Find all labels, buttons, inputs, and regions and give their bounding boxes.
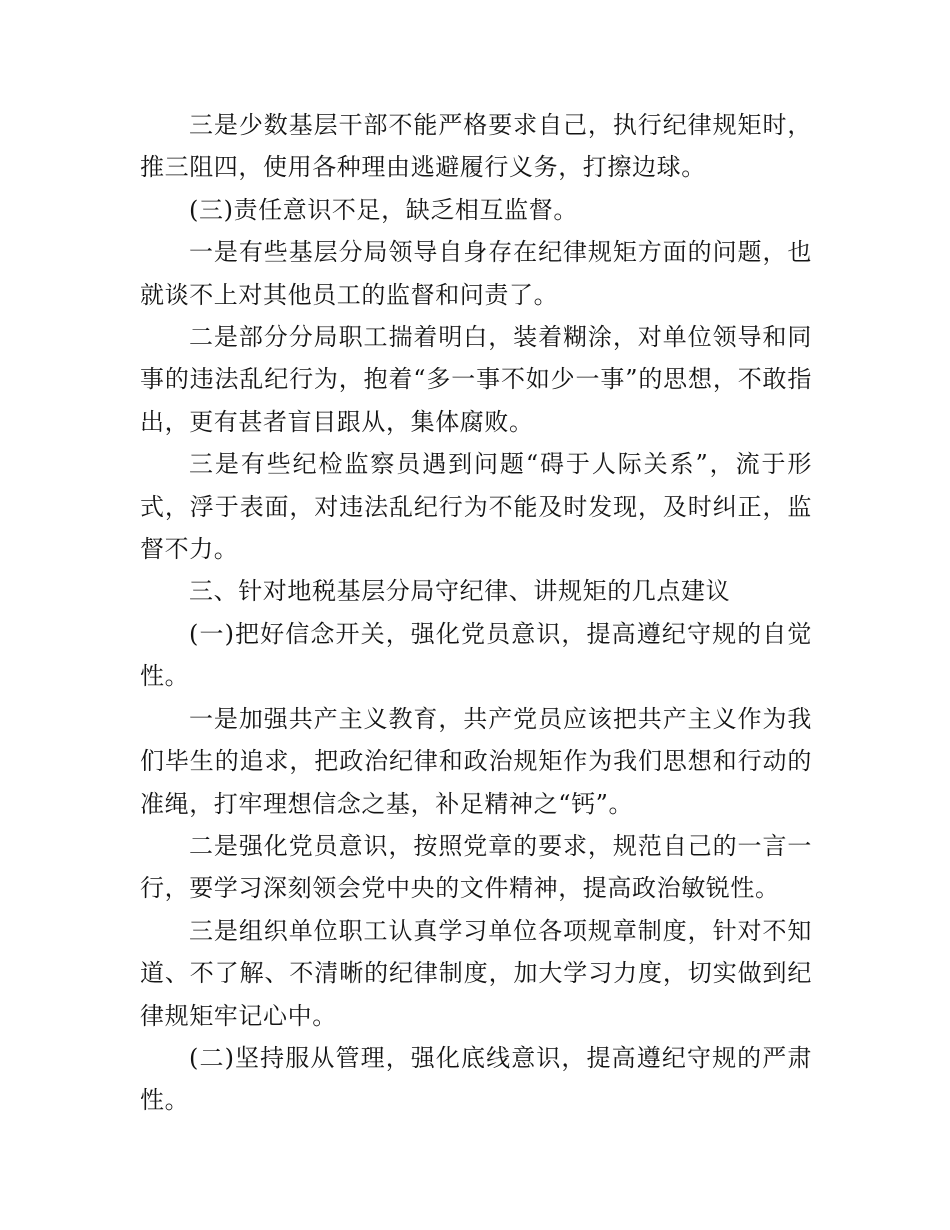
paragraph-staff-pretend-ignorance: 二是部分分局职工揣着明白，装着糊涂，对单位领导和同事的违法乱纪行为，抱着“多一事不如少一事”的思想，不敢指出，更有甚者盲目跟从，集体腐败。 — [140, 323, 812, 436]
paragraph-party-member-awareness: 二是强化党员意识，按照党章的要求，规范自己的一言一行，要学习深刻领会党中央的文件精神，提高政治敏锐性。 — [140, 831, 812, 903]
heading-belief-switch: (一)把好信念开关，强化党员意识，提高遵纪守规的自觉性。 — [140, 619, 812, 691]
heading-responsibility-awareness: (三)责任意识不足，缺乏相互监督。 — [189, 195, 578, 224]
paragraph-study-regulations: 三是组织单位职工认真学习单位各项规章制度，针对不知道、不了解、不清晰的纪律制度，加大学习力度，切实做到纪律规矩牢记心中。 — [140, 916, 812, 1030]
heading-section-three-suggestions: 三、针对地税基层分局守纪律、讲规矩的几点建议 — [189, 577, 731, 606]
paragraph-officials-evade-duties: 三是少数基层干部不能严格要求自己，执行纪律规矩时，推三阻四，使用各种理由逃避履行义务，打擦边球。 — [140, 111, 812, 182]
heading-obey-management: (二)坚持服从管理，强化底线意识，提高遵纪守规的严肃性。 — [140, 1043, 812, 1115]
paragraph-inspectors-formalism: 三是有些纪检监察员遇到问题“碍于人际关系”，流于形式，浮于表面，对违法乱纪行为不能及时发现，及时纠正，监督不力。 — [140, 450, 812, 564]
document-page — [140, 104, 812, 1122]
paragraph-communist-education: 一是加强共产主义教育，共产党员应该把共产主义作为我们毕生的追求，把政治纪律和政治规矩作为我们思想和行动的准绳，打牢理想信念之基，补足精神之“钙”。 — [140, 704, 812, 818]
paragraph-leaders-discipline-issues: 一是有些基层分局领导自身存在纪律规矩方面的问题，也就谈不上对其他员工的监督和问责了。 — [140, 238, 812, 309]
